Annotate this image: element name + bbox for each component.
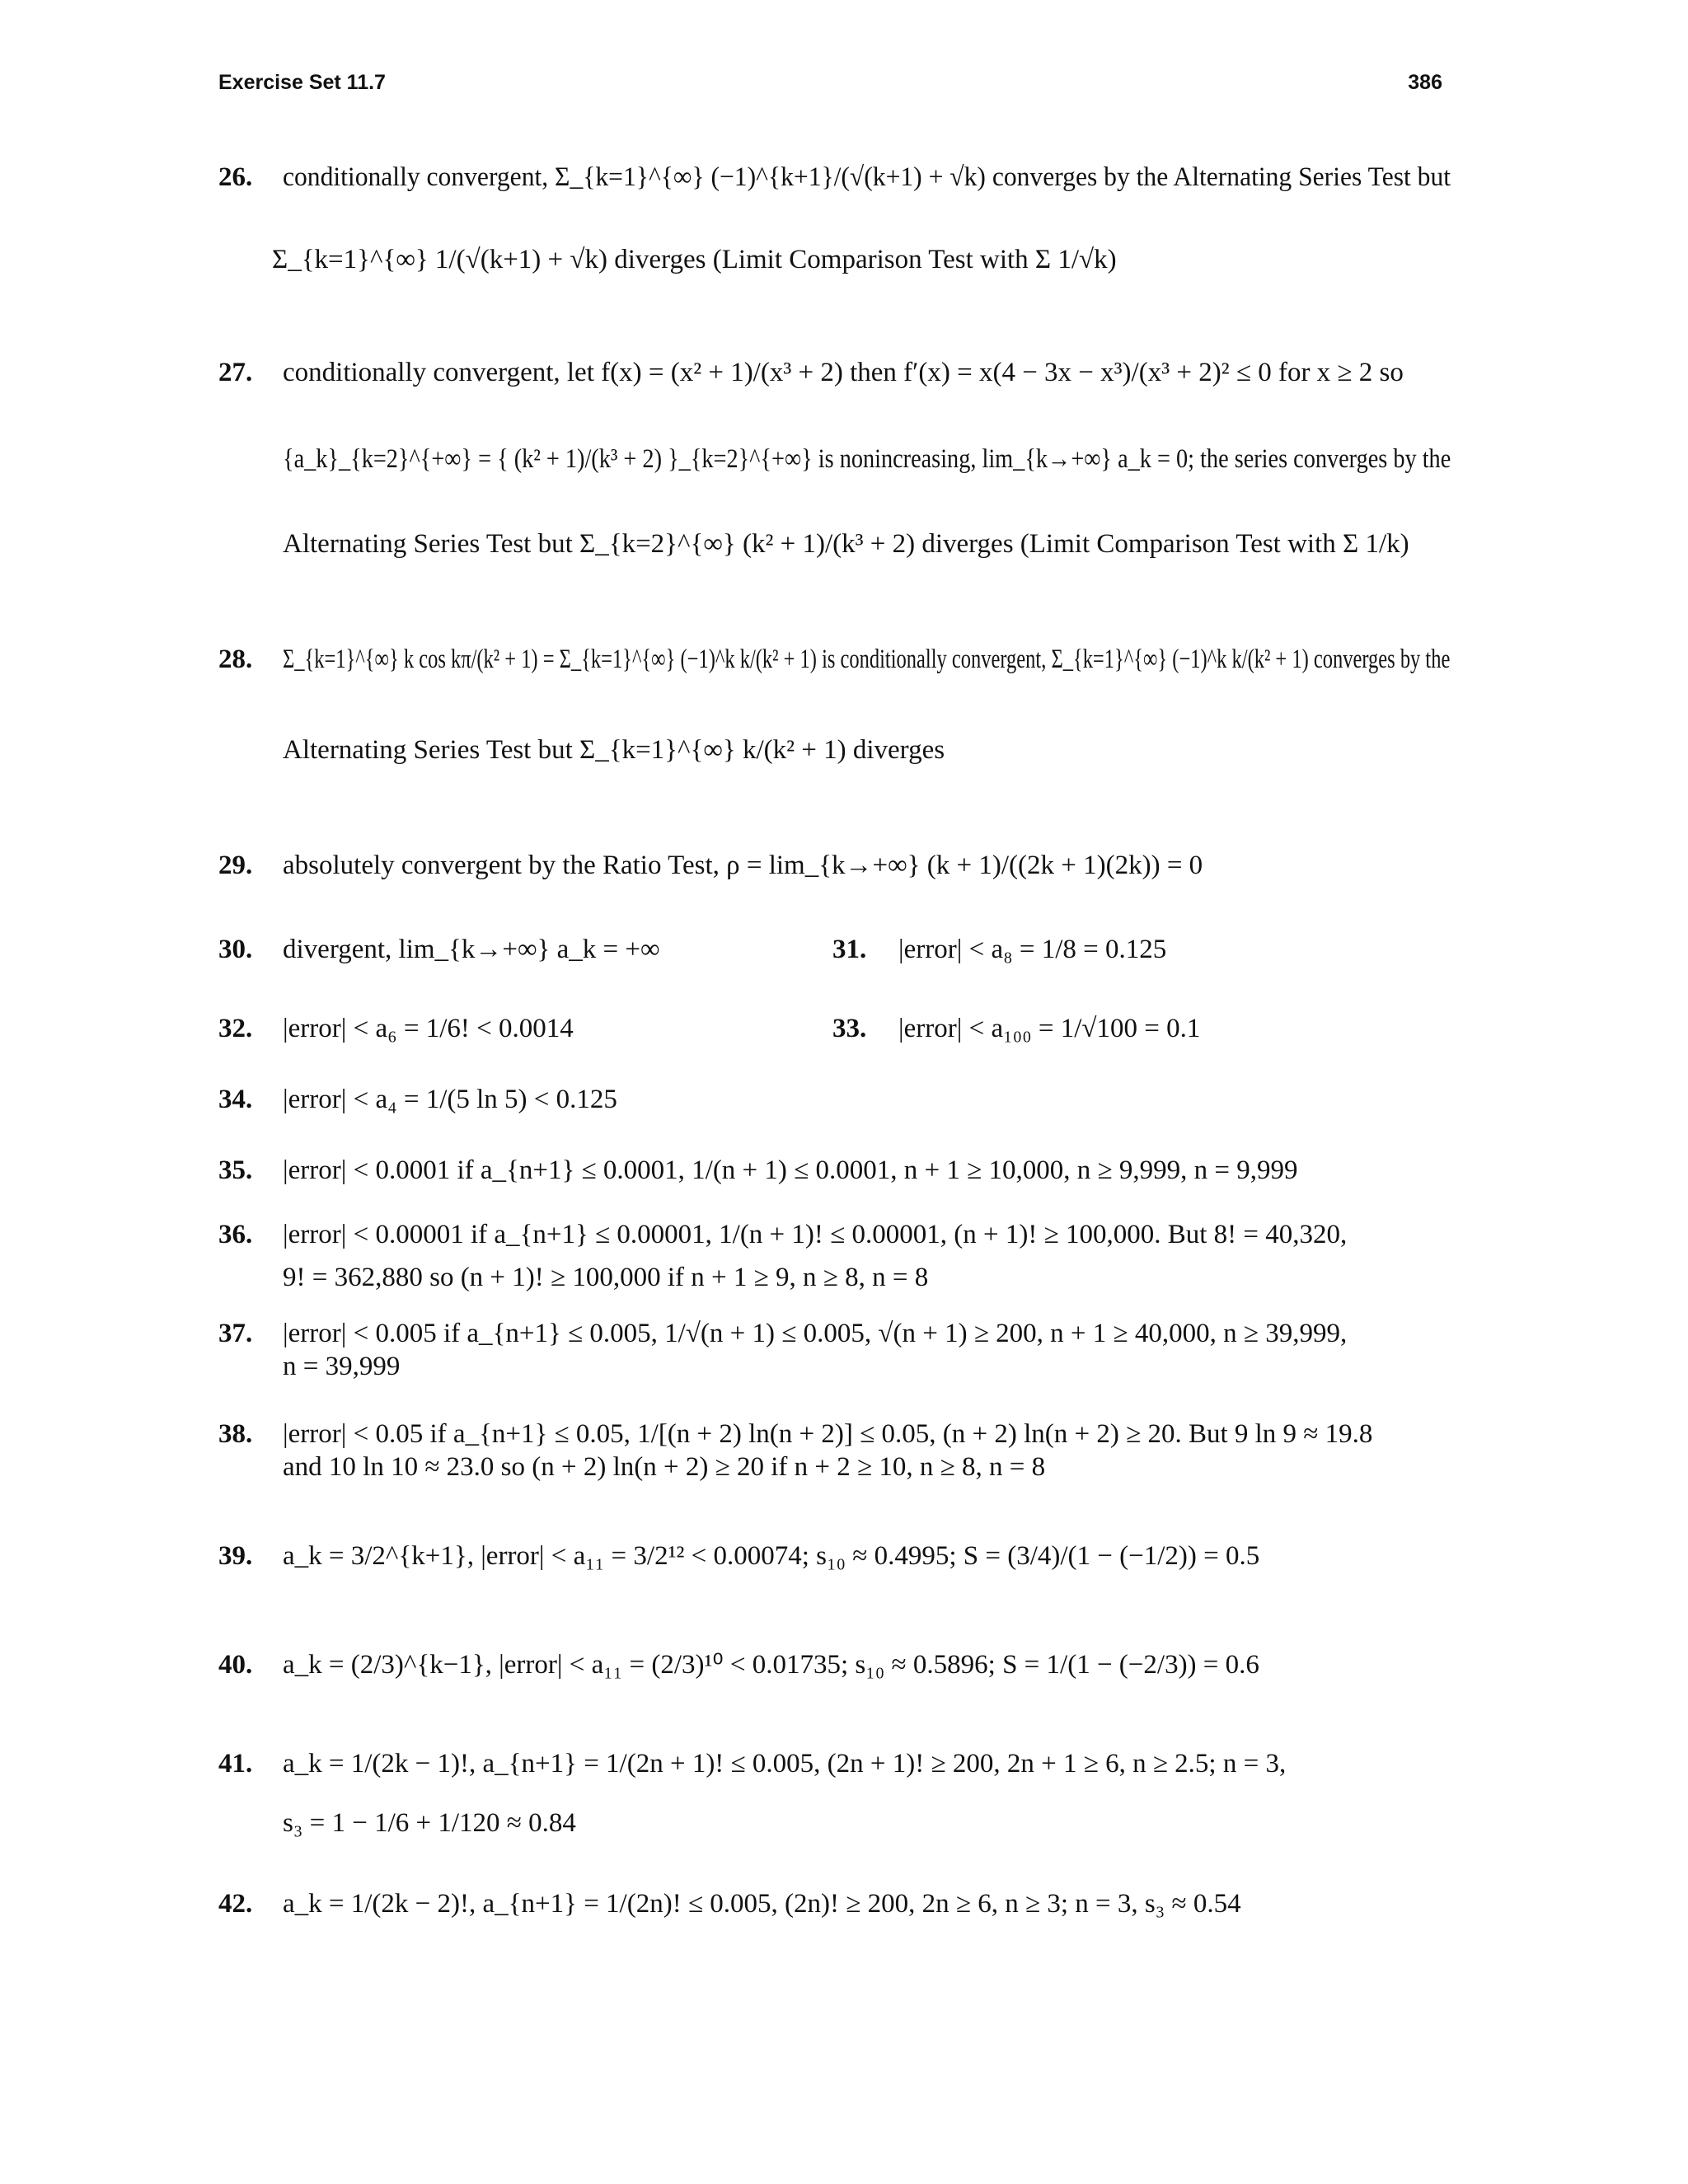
problem-line: s₃ = 1 − 1/6 + 1/120 ≈ 0.84	[283, 1808, 576, 1838]
problem-line: a_k = 1/(2k − 2)!, a_{n+1} = 1/(2n)! ≤ 0.005, (2n)! ≥ 200, 2n ≥ 6, n ≥ 3; n = 3, s₃ ≈ 0.54	[283, 1889, 1241, 1919]
problem-line: a_k = 1/(2k − 1)!, a_{n+1} = 1/(2n + 1)! ≤ 0.005, (2n + 1)! ≥ 200, 2n + 1 ≥ 6, n ≥ 2.5; n = 3,	[283, 1749, 1287, 1779]
problem-number: 32.	[218, 1014, 253, 1043]
problem-number: 31.	[832, 935, 867, 964]
page-number: 386	[1408, 71, 1442, 94]
problem-line: |error| < 0.05 if a_{n+1} ≤ 0.05, 1/[(n + 2) ln(n + 2)] ≤ 0.05, (n + 2) ln(n + 2) ≥ 20. But 9 ln 9 ≈ 19.8	[283, 1419, 1373, 1449]
problem-line: conditionally convergent, let f(x) = (x² + 1)/(x³ + 2) then f′(x) = x(4 − 3x − x³)/(x³ + 2)² ≤ 0 for x ≥ 2 so	[283, 358, 1404, 387]
problem-line: |error| < 0.005 if a_{n+1} ≤ 0.005, 1/√(n + 1) ≤ 0.005, √(n + 1) ≥ 200, n + 1 ≥ 40,000, n ≥ 39,999,	[283, 1319, 1348, 1348]
problem-line: 9! = 362,880 so (n + 1)! ≥ 100,000 if n + 1 ≥ 9, n ≥ 8, n = 8	[283, 1263, 929, 1292]
problem-line: Alternating Series Test but Σ_{k=1}^{∞} k/(k² + 1) diverges	[283, 735, 945, 765]
problem-number: 39.	[218, 1541, 253, 1571]
problem-number: 34.	[218, 1085, 253, 1114]
problem-number: 29.	[218, 851, 253, 880]
problem-line: |error| < 0.0001 if a_{n+1} ≤ 0.0001, 1/(n + 1) ≤ 0.0001, n + 1 ≥ 10,000, n ≥ 9,999, n = 9,999	[283, 1155, 1298, 1185]
problem-line: a_k = 3/2^{k+1}, |error| < a₁₁ = 3/2¹² < 0.00074; s₁₀ ≈ 0.4995; S = (3/4)/(1 − (−1/2)) = 0.5	[283, 1541, 1260, 1571]
problem-number: 36.	[218, 1220, 253, 1249]
problem-number: 28.	[218, 644, 253, 674]
problem-number: 27.	[218, 358, 253, 387]
problem-number: 37.	[218, 1319, 253, 1348]
problem-line: absolutely convergent by the Ratio Test, ρ = lim_{k→+∞} (k + 1)/((2k + 1)(2k)) = 0	[283, 851, 1203, 880]
problem-line: n = 39,999	[283, 1352, 401, 1381]
problem-line: |error| < a₈ = 1/8 = 0.125	[898, 935, 1167, 964]
problem-line: {a_k}_{k=2}^{+∞} = { (k² + 1)/(k³ + 2) }_{k=2}^{+∞} is nonincreasing, lim_{k→+∞} a_k = 0; the series converges by the	[283, 444, 1451, 474]
problem-number: 30.	[218, 935, 253, 964]
problem-line: |error| < a₁₀₀ = 1/√100 = 0.1	[898, 1014, 1201, 1043]
problem-line: |error| < a₄ = 1/(5 ln 5) < 0.125	[283, 1085, 617, 1114]
problem-number: 38.	[218, 1419, 253, 1449]
problem-line: Alternating Series Test but Σ_{k=2}^{∞} (k² + 1)/(k³ + 2) diverges (Limit Comparison Test with Σ 1/k)	[283, 529, 1409, 559]
problem-line: |error| < 0.00001 if a_{n+1} ≤ 0.00001, 1/(n + 1)! ≤ 0.00001, (n + 1)! ≥ 100,000. But 8! = 40,320,	[283, 1220, 1348, 1249]
problem-line: Σ_{k=1}^{∞} 1/(√(k+1) + √k) diverges (Limit Comparison Test with Σ 1/√k)	[272, 245, 1117, 274]
problem-number: 42.	[218, 1889, 253, 1919]
problem-line: divergent, lim_{k→+∞} a_k = +∞	[283, 935, 660, 964]
problem-line: conditionally convergent, Σ_{k=1}^{∞} (−1)^{k+1}/(√(k+1) + √k) converges by the Alternating Series Test but	[283, 162, 1451, 192]
problem-line: a_k = (2/3)^{k−1}, |error| < a₁₁ = (2/3)¹⁰ < 0.01735; s₁₀ ≈ 0.5896; S = 1/(1 − (−2/3)) = 0.6	[283, 1650, 1259, 1680]
problem-number: 33.	[832, 1014, 867, 1043]
problem-number: 26.	[218, 162, 253, 192]
page-header	[218, 71, 1442, 104]
problem-line: |error| < a₆ = 1/6! < 0.0014	[283, 1014, 574, 1043]
problem-line: and 10 ln 10 ≈ 23.0 so (n + 2) ln(n + 2) ≥ 20 if n + 2 ≥ 10, n ≥ 8, n = 8	[283, 1452, 1046, 1482]
section-title: Exercise Set 11.7	[218, 71, 386, 94]
problem-number: 40.	[218, 1650, 253, 1680]
problem-number: 35.	[218, 1155, 253, 1185]
problem-line: Σ_{k=1}^{∞} k cos kπ/(k² + 1) = Σ_{k=1}^{∞} (−1)^k k/(k² + 1) is conditionally convergent, Σ_{k=1}^{∞} (−1)^k k/(k² + 1) converges by the	[283, 644, 1451, 674]
problem-number: 41.	[218, 1749, 253, 1779]
